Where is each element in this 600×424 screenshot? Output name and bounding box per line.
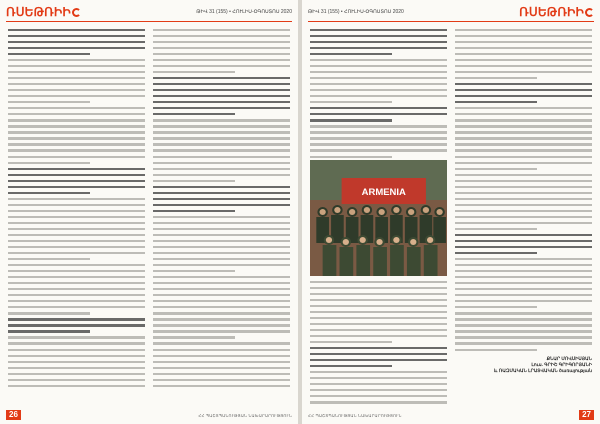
right-header-rule [308, 21, 594, 22]
group-photo-image [310, 160, 447, 276]
photo-banner-text: ARMENIA [361, 186, 406, 197]
right-page-number: 27 [579, 410, 594, 420]
left-col1-text [8, 29, 145, 387]
left-logo: ՌՍԵԹՌԻԻ [6, 5, 81, 19]
left-header [6, 5, 292, 19]
signature-org: և ՌԱԶՄԱԿԱՆ ԼՐԱՏՎԱԿԱՆ ծառայության [493, 367, 592, 373]
left-columns [8, 25, 290, 406]
left-column-1 [8, 25, 145, 406]
right-logo: ՌՍԵԹՌԻԻ [519, 5, 594, 19]
logo-swirl-icon [585, 8, 594, 17]
right-footer-text: ՀՀ ՊԱՇՏՊԱՆՈՒԹՅԱՆ ՆԱԽԱՐԱՐՈՒԹՅՈՒՆ [308, 412, 402, 418]
left-page [0, 0, 298, 424]
right-page [302, 0, 600, 424]
right-col1-text-top [310, 29, 447, 158]
right-column-1 [310, 25, 447, 406]
right-col2-text [455, 29, 592, 351]
signature-role: Լուս. ԳՐԻՇ ԳՐԻԳՈՐՅԱՆԻ [531, 361, 592, 367]
left-page-number: 26 [6, 410, 21, 420]
left-issue-line: ԹԻՎ 31 (155) • ՀՈՒԼԻՍ-ՕԳՈՍՏՈՍ 2020 [196, 9, 292, 15]
left-column-2 [153, 25, 290, 406]
right-issue-line: ԹԻՎ 31 (155) • ՀՈՒԼԻՍ-ՕԳՈՍՏՈՍ 2020 [308, 9, 404, 15]
left-header-rule [6, 21, 292, 22]
right-col1-text-bottom [310, 281, 447, 406]
left-footer-text: ՀՀ ՊԱՇՏՊԱՆՈՒԹՅԱՆ ՆԱԽԱՐԱՐՈՒԹՅՈՒՆ [198, 412, 292, 418]
left-footer [6, 410, 292, 420]
signature-block [455, 356, 592, 374]
signature-name: ՔՆԱՐ ՄՈՎՍԻՍՅԱՆ [546, 355, 592, 361]
right-footer [308, 410, 594, 420]
group-photo [310, 160, 447, 276]
right-columns [310, 25, 592, 406]
left-col2-text [153, 29, 290, 387]
right-column-2 [455, 25, 592, 406]
logo-swirl-icon [72, 8, 81, 17]
right-header [308, 5, 594, 19]
